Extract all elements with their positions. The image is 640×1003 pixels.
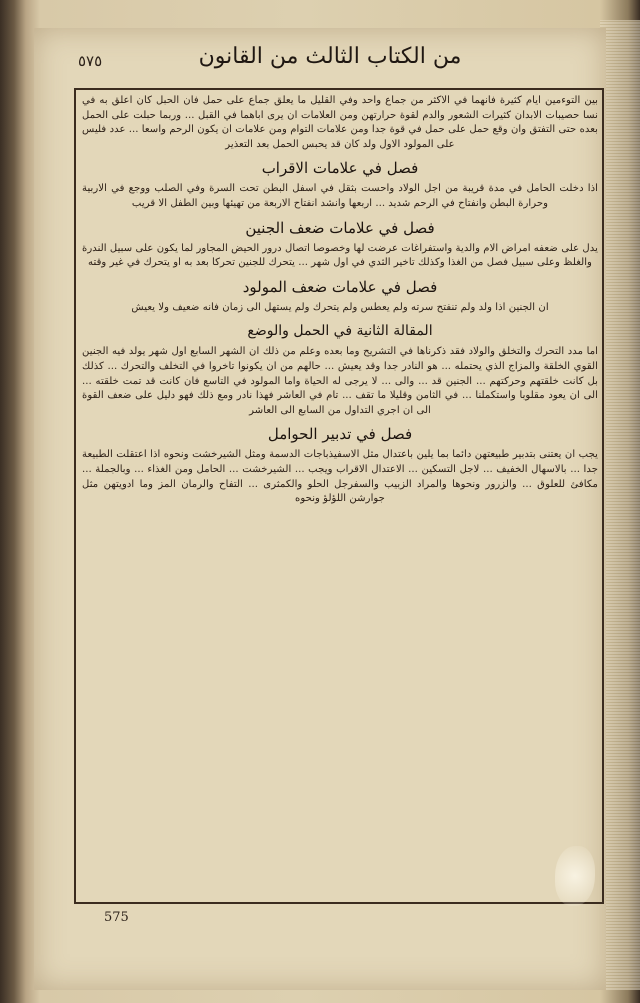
heading-second-treatise: المقالة الثانية في الحمل والوضع: [247, 323, 433, 340]
paragraph-pregnancy-delivery: اما مدد التحرك والتخلق والولاد فقد ذكرناها في التشريح وما بعده وعلم من ذلك ان الشهر السابع اول شهر يولد فيه الجنين القوي الخلقة والمزاج الذي يحتمله ... هو النادر جدا وقد يعيش ... حالهم من ان يكونوا تاخروا في التخلف والتحرك ... كذلك بل كانت خلقتهم وحركتهم ... الجنين قد ... والى ... لا يرجى له الحياة واما المولود في التاسع فان كانت قد تمت خلقته ... الى ان يعود مقلوبا واستكملنا ... في الثامن وقليلا ما تقف ... تام في العاشر فهذا نادر ومع ذلك فهو دليل على ضعف القوة الى ان اجري التداول من السابع الى العاشر: [82, 346, 598, 416]
text-column: [82, 94, 598, 900]
heading-signs-of-labor: فصل في علامات الاقراب: [261, 159, 419, 178]
paper-stain: [555, 846, 595, 906]
page-number-top: ٥٧٥: [78, 52, 103, 70]
heading-fetus-weakness: فصل في علامات ضعف الجنين: [245, 218, 435, 237]
paragraph-signs-of-labor: اذا دخلت الحامل في مدة قريبة من اجل الولاد واحست بثقل في اسفل البطن تحت السرة وفي الصلب ووجع في الاربية وحرارة البطن وانفتاح في الرحم شديد ... اربعها وانشد انفتاح الاربعة من تهيئها وبين الطفل الا قريب: [82, 183, 598, 209]
paragraph-newborn-weakness: ان الجنين اذا ولد ولم تنفتح سرته ولم يعطس ولم يتحرك ولم يستهل الى زمان فانه ضعيف ولا يعيش: [131, 301, 549, 313]
heading-care-of-pregnant: فصل في تدبير الحوامل: [267, 425, 413, 444]
page-edges: [600, 20, 640, 990]
paragraph-care-of-pregnant: يجب ان يعتنى بتدبير طبيعتهن دائما بما يلين باعتدال مثل الاسفيذباجات الدسمة ومثل الشيرخشت ونحوه اذا اعتقلت الطبيعة جدا ... بالاسهال الخفيف ... لاجل التسكين ... الاعتدال الاقراب ويجب ... الشيرخشت ... الحامل ومن الغذاء ... وبالجملة ... مكافئ للعلوق ... والزرور ونحوها والمراد الزبيب والسفرجل الحلو والكمثرى ... التفاح والرمان المز وما ادويتهن مثل جوارشن اللؤلؤ ونحوه: [82, 449, 598, 505]
running-head: من الكتاب الثالث من القانون: [198, 44, 462, 69]
paragraph-fetus-weakness: يدل على ضعفه امراض الام والدية واستفراغات عرضت لها وخصوصا اتصال درور الحيض المجاور لما يكون على سبيل الندرة والغلظ وعلى سبيل فصل من الغذا وكذلك تاخير الثدي في اول شهر ... يتحرك للجنين تحركا بعد به او يتحرك في غير وقته: [82, 242, 598, 269]
page-number-bottom: 575: [104, 910, 129, 925]
paragraph-twins: بين التوءمين ايام كثيرة فانهما في الاكثر من جماع واحد وفي القليل ما يعلق جماع على حمل فان الحبل كان اعلق به في نسا حصيبات الابدان كثيرات الشعور والدم لقوة حرارتهن ومن العلامات ان يرى اباهما في القبل ... وربما حبلت على الحمل بعده حتى التفتق وان وقع حمل على حمل في قوة جدا ومن علامات التوام ومن علامات ان يكون الرحم واسعا ... عدد فليس على المولود الاول ولد كان قد يحبس الحمل بعد التعذير: [82, 95, 598, 150]
heading-newborn-weakness: فصل في علامات ضعف المولود: [242, 277, 438, 296]
